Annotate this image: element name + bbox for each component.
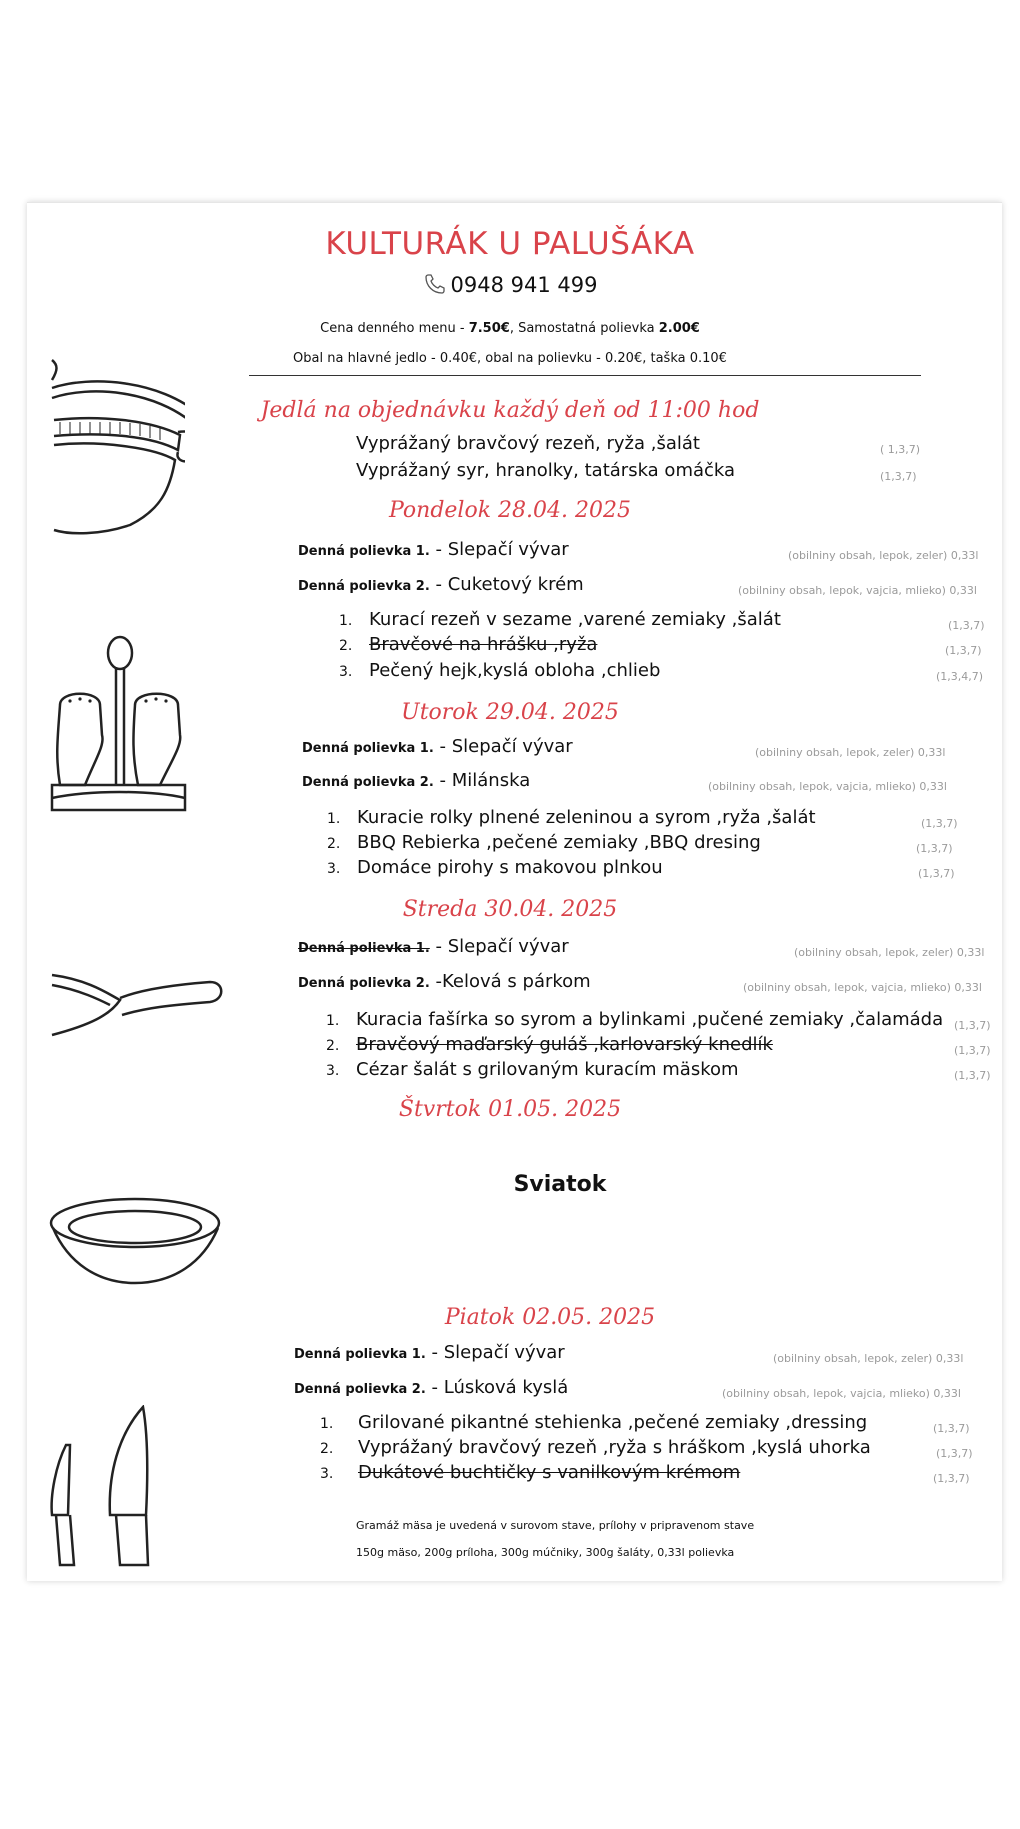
day-heading-monday: Pondelok 28.04. 2025: [389, 498, 631, 523]
order-item-allergens: ( 1,3,7): [880, 443, 921, 456]
soup-row: Denná polievka 2. - Lúsková kyslá: [294, 1377, 569, 1398]
dish-allergens: (1,3,7): [936, 1447, 973, 1460]
holiday-note: Sviatok: [513, 1172, 607, 1197]
order-heading: Jedlá na objednávku každý deň od 11:00 hod: [260, 398, 760, 423]
frying-pan-icon: [50, 960, 225, 1040]
restaurant-title: KULTURÁK U PALUŠÁKA: [325, 226, 695, 262]
dish-allergens: (1,3,7): [948, 619, 985, 632]
soup-row: Denná polievka 1. - Slepačí vývar: [302, 736, 573, 757]
salt-shaker-icon: [50, 635, 190, 825]
day-heading-thursday: Štvrtok 01.05. 2025: [398, 1097, 622, 1122]
menu-price: 7.50€: [468, 321, 510, 336]
order-item: Vyprážaný bravčový rezeň, ryža ,šalát: [356, 433, 700, 454]
packaging-line: Obal na hlavné jedlo - 0.40€, obal na polievku - 0.20€, taška 0.10€: [293, 351, 727, 366]
soup-price: 2.00€: [658, 321, 700, 336]
dish-allergens: (1,3,7): [918, 867, 955, 880]
pot-icon: [50, 340, 185, 540]
dish-item: 1. Kuracia fašírka so syrom a bylinkami ,pučené zemiaky ,čalamáda: [326, 1009, 944, 1030]
dish-allergens: (1,3,7): [954, 1044, 991, 1057]
dish-allergens: (1,3,7): [933, 1472, 970, 1485]
soup-allergens: (obilniny obsah, lepok, zeler) 0,33l: [788, 549, 979, 562]
dish-item: 2. Bravčové na hrášku ,ryža: [339, 634, 598, 655]
dish-allergens: (1,3,4,7): [936, 670, 984, 683]
order-item: Vyprážaný syr, hranolky, tatárska omáčka: [356, 460, 736, 481]
dish-item: 1. Grilované pikantné stehienka ,pečené zemiaky ,dressing: [320, 1412, 868, 1433]
header-divider: [249, 375, 921, 376]
dish-item: 2. BBQ Rebierka ,pečené zemiaky ,BBQ dresing: [327, 832, 761, 853]
soup-row: Denná polievka 1. - Slepačí vývar: [294, 1342, 565, 1363]
dish-item: 1. Kurací rezeň v sezame ,varené zemiaky ,šalát: [339, 609, 781, 630]
dish-item: 2. Vyprážaný bravčový rezeň ,ryža s hráškom ,kyslá uhorka: [320, 1437, 871, 1458]
soup-allergens: (obilniny obsah, lepok, vajcia, mlieko) 0,33l: [743, 981, 982, 994]
soup-allergens: (obilniny obsah, lepok, vajcia, mlieko) 0,33l: [738, 584, 977, 597]
plate-icon: [48, 1193, 223, 1288]
dish-allergens: (1,3,7): [933, 1422, 970, 1435]
dish-allergens: (1,3,7): [945, 644, 982, 657]
soup-row: Denná polievka 1. - Slepačí vývar: [298, 539, 569, 560]
dish-item: 3. Domáce pirohy s makovou plnkou: [327, 857, 663, 878]
knives-icon: [48, 1405, 158, 1570]
soup-allergens: (obilniny obsah, lepok, zeler) 0,33l: [794, 946, 985, 959]
soup-allergens: (obilniny obsah, lepok, vajcia, mlieko) 0,33l: [708, 780, 947, 793]
soup-allergens: (obilniny obsah, lepok, zeler) 0,33l: [755, 746, 946, 759]
dish-allergens: (1,3,7): [954, 1019, 991, 1032]
order-item-allergens: (1,3,7): [880, 470, 917, 483]
day-heading-tuesday: Utorok 29.04. 2025: [401, 700, 619, 725]
phone-number: 0948 941 499: [450, 273, 598, 297]
soup-row: Denná polievka 2. - Cuketový krém: [298, 574, 584, 595]
dish-item: 3. Cézar šalát s grilovaným kuracím mäskom: [326, 1059, 739, 1080]
dish-allergens: (1,3,7): [954, 1069, 991, 1082]
footer-note: 150g mäso, 200g príloha, 300g múčniky, 300g šaláty, 0,33l polievka: [356, 1546, 735, 1559]
soup-row: Denná polievka 2. -Kelová s párkom: [298, 971, 591, 992]
phone-line: [0, 272, 1020, 297]
menu-price-line: Cena denného menu - 7.50€, Samostatná polievka 2.00€: [320, 321, 700, 336]
soup-row: Denná polievka 2. - Milánska: [302, 770, 531, 791]
soup-allergens: (obilniny obsah, lepok, zeler) 0,33l: [773, 1352, 964, 1365]
dish-item: 3. Pečený hejk,kyslá obloha ,chlieb: [339, 660, 661, 681]
phone-icon: [423, 272, 447, 296]
day-heading-friday: Piatok 02.05. 2025: [444, 1305, 656, 1330]
dish-item: 2. Bravčový maďarský guláš ,karlovarský knedlík: [326, 1034, 773, 1055]
dish-item: 3. Dukátové buchtičky s vanilkovým krémom: [320, 1462, 741, 1483]
soup-row: Denná polievka 1. - Slepačí vývar: [298, 936, 569, 957]
dish-allergens: (1,3,7): [916, 842, 953, 855]
day-heading-wednesday: Streda 30.04. 2025: [402, 897, 618, 922]
dish-allergens: (1,3,7): [921, 817, 958, 830]
soup-allergens: (obilniny obsah, lepok, vajcia, mlieko) 0,33l: [722, 1387, 961, 1400]
dish-item: 1. Kuracie rolky plnené zeleninou a syrom ,ryža ,šalát: [327, 807, 816, 828]
footer-note: Gramáž mäsa je uvedená v surovom stave, prílohy v pripravenom stave: [356, 1519, 755, 1532]
